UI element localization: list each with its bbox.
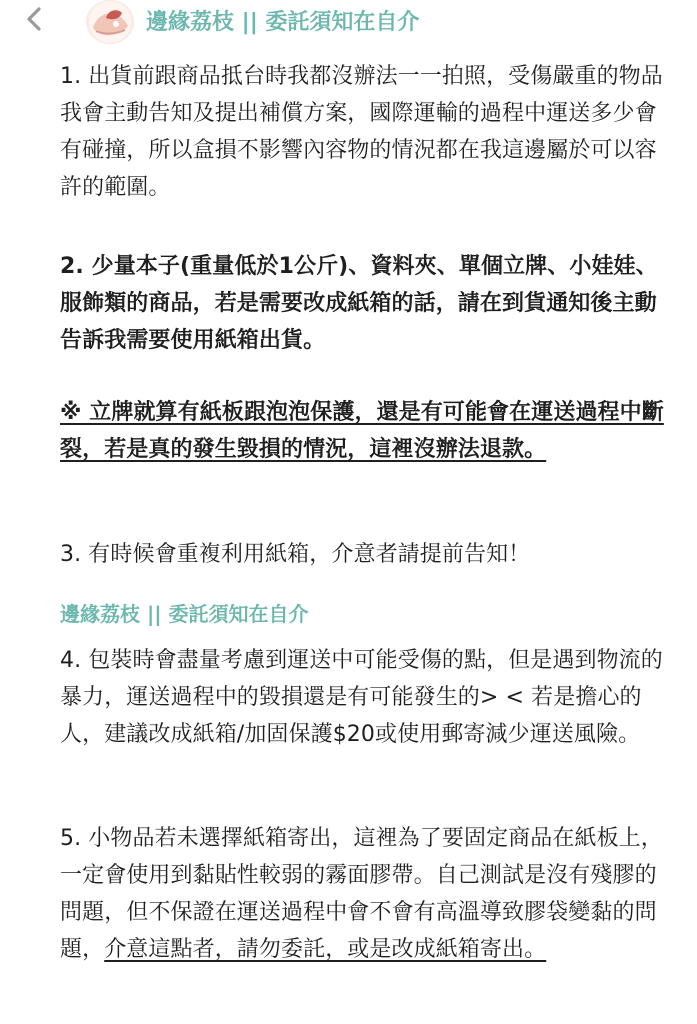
avatar[interactable]	[86, 0, 134, 44]
repost-header	[0, 591, 697, 633]
paragraph-note: ※ 立牌就算有紙板跟泡泡保護，還是有可能會在運送過程中斷裂，若是真的發生毀損的情況，這裡沒辦法退款。	[60, 400, 664, 462]
paragraph-5-main: 5. 小物品若未選擇紙箱寄出，這裡為了要固定商品在紙板上，一定會使用到黏貼性較弱的霧面膠帶。自己測試是沒有殘膠的問題，但不保證在運送過程中會不會有高溫導致膠袋變黏的問題，	[60, 826, 663, 962]
paragraph-3: 3. 有時候會重複利用紙箱，介意者請提前告知！	[60, 542, 531, 567]
paragraph-4: 4. 包裝時會盡量考慮到運送中可能受傷的點，但是遇到物流的暴力，運送過程中的毀損還是有可能發生的> < 若是擔心的人，建議改成紙箱/加固保護$20或使用郵寄減少運送風險。	[60, 648, 663, 747]
header-title[interactable]: 邊緣荔枝 || 委託須知在自介	[146, 9, 420, 35]
paragraph-5	[60, 820, 670, 968]
back-button[interactable]	[16, 4, 52, 34]
repost-title[interactable]: 邊緣荔枝 || 委託須知在自介	[60, 601, 309, 626]
top-bar	[0, 0, 697, 44]
paragraph-5-underlined-tail: 介意這點者，請勿委託，或是改成紙箱寄出。	[104, 937, 547, 962]
paragraph-2: 2. 少量本子(重量低於1公斤)、資料夾、單個立牌、小娃娃、服飾類的商品，若是需要改成紙箱的話，請在到貨通知後主動告訴我需要使用紙箱出貨。	[60, 254, 658, 353]
paragraph-1: 1. 出貨前跟商品抵台時我都沒辦法一一拍照，受傷嚴重的物品我會主動告知及提出補償方案，國際運輸的過程中運送多少會有碰撞，所以盒損不影響內容物的情況都在我這邊屬於可以容許的範圍。	[60, 64, 663, 200]
chevron-left-icon	[22, 6, 46, 32]
avatar-image	[86, 0, 134, 44]
